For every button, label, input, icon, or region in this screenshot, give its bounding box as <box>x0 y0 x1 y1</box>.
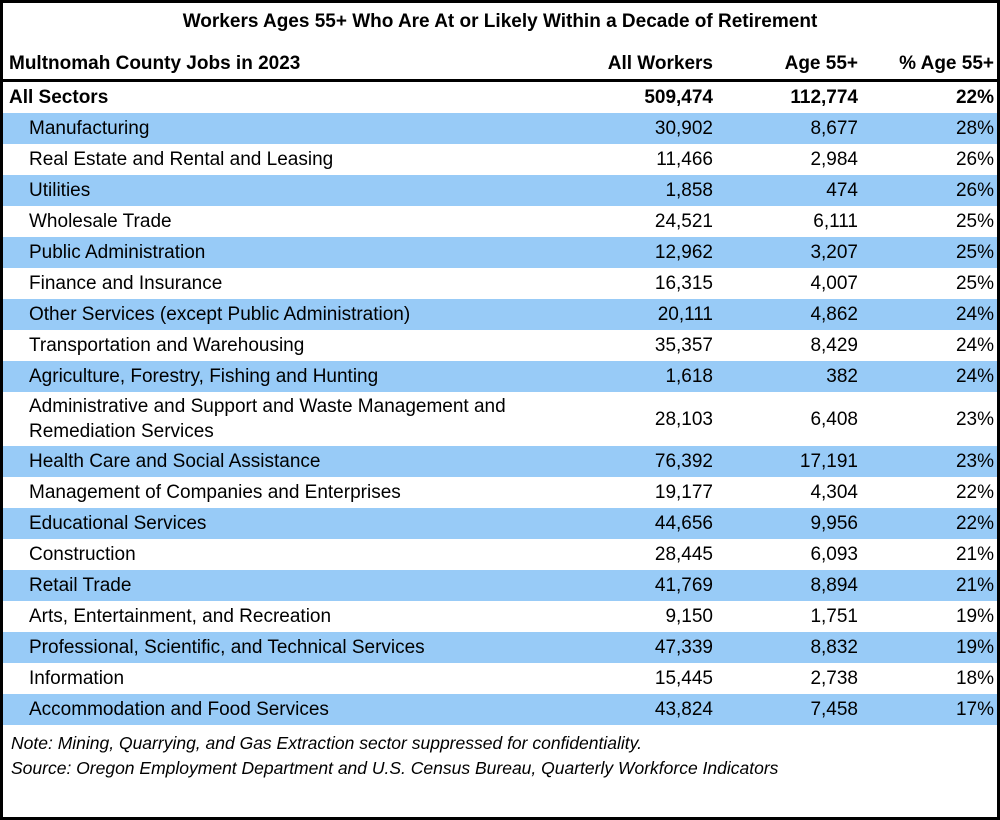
sector-name-cell <box>3 570 563 601</box>
total-row <box>3 81 997 114</box>
pct-age-55-cell: 22% <box>955 482 994 503</box>
total-pct-age-55: 22% <box>955 87 994 108</box>
sector-name: Other Services (except Public Administration) <box>29 304 411 325</box>
sector-name: Agriculture, Forestry, Fishing and Hunting <box>29 366 379 387</box>
total-name: All Sectors <box>9 87 109 108</box>
pct-age-55-cell: 26% <box>955 180 994 201</box>
note-line: Note: Mining, Quarrying, and Gas Extraction sector suppressed for confidentiality. <box>11 733 642 753</box>
header-sector: Multnomah County Jobs in 2023 <box>3 49 563 81</box>
pct-age-55-cell: 19% <box>955 606 994 627</box>
table-row <box>3 601 997 632</box>
table-row <box>3 113 997 144</box>
sector-name: Accommodation and Food Services <box>29 699 329 720</box>
table-row <box>3 206 997 237</box>
table-row <box>3 392 997 446</box>
sector-name-cell <box>3 477 563 508</box>
all-workers-cell: 1,858 <box>665 180 713 201</box>
pct-age-55-cell: 23% <box>955 451 994 472</box>
sector-name-cell <box>3 175 563 206</box>
sector-name: Public Administration <box>29 242 206 263</box>
table-row <box>3 570 997 601</box>
footnotes <box>3 731 997 781</box>
header-pct-age-55: % Age 55+ <box>858 49 997 81</box>
age-55-cell: 6,093 <box>810 544 858 565</box>
pct-age-55-cell: 25% <box>955 273 994 294</box>
all-workers-cell: 9,150 <box>665 606 713 627</box>
table-row <box>3 632 997 663</box>
table-header <box>3 49 997 81</box>
age-55-cell: 8,677 <box>810 118 858 139</box>
all-workers-cell: 44,656 <box>654 513 713 534</box>
table-row <box>3 144 997 175</box>
page-title: Workers Ages 55+ Who Are At or Likely Within a Decade of Retirement <box>182 11 818 32</box>
age-55-cell: 6,111 <box>813 211 858 232</box>
age-55-cell: 8,894 <box>810 575 858 596</box>
age-55-cell: 382 <box>826 366 858 387</box>
sector-name: Finance and Insurance <box>29 273 223 294</box>
workers-table <box>3 49 997 725</box>
age-55-cell: 7,458 <box>810 699 858 720</box>
sector-name: Management of Companies and Enterprises <box>29 482 401 503</box>
table-row <box>3 237 997 268</box>
table-row <box>3 663 997 694</box>
pct-age-55-cell: 24% <box>955 304 994 325</box>
table-row <box>3 175 997 206</box>
pct-age-55-cell: 25% <box>955 242 994 263</box>
sector-name: Utilities <box>29 180 91 201</box>
age-55-cell: 474 <box>826 180 858 201</box>
all-workers-cell: 76,392 <box>654 451 713 472</box>
table-body <box>3 81 997 726</box>
pct-age-55-cell: 23% <box>955 408 994 430</box>
sector-name: Administrative and Support and Waste Management and Remediation Services <box>29 396 506 442</box>
all-workers-cell: 35,357 <box>654 335 713 356</box>
pct-age-55-cell: 24% <box>955 366 994 387</box>
sector-name-cell <box>3 113 563 144</box>
all-workers-cell: 11,466 <box>656 149 713 170</box>
table-row <box>3 694 997 725</box>
age-55-cell: 9,956 <box>810 513 858 534</box>
pct-age-55-cell: 25% <box>955 211 994 232</box>
age-55-cell: 4,862 <box>810 304 858 325</box>
sector-name-cell <box>3 268 563 299</box>
all-workers-cell: 30,902 <box>654 118 713 139</box>
pct-age-55-cell: 21% <box>955 575 994 596</box>
sector-name-cell <box>3 392 563 446</box>
sector-name-cell <box>3 299 563 330</box>
all-workers-cell: 28,445 <box>654 544 713 565</box>
table-row <box>3 446 997 477</box>
sector-name: Information <box>29 668 125 689</box>
all-workers-cell: 28,103 <box>654 408 713 430</box>
header-age-55: Age 55+ <box>713 49 858 81</box>
sector-name-cell <box>3 144 563 175</box>
sector-name: Professional, Scientific, and Technical Services <box>29 637 425 658</box>
all-workers-cell: 20,111 <box>657 304 713 325</box>
age-55-cell: 4,007 <box>810 273 858 294</box>
table-row <box>3 268 997 299</box>
table-row <box>3 361 997 392</box>
age-55-cell: 8,832 <box>810 637 858 658</box>
sector-name-cell <box>3 694 563 725</box>
pct-age-55-cell: 21% <box>955 544 994 565</box>
pct-age-55-cell: 17% <box>955 699 994 720</box>
age-55-cell: 8,429 <box>810 335 858 356</box>
sector-name: Retail Trade <box>29 575 132 596</box>
age-55-cell: 2,984 <box>810 149 858 170</box>
age-55-cell: 6,408 <box>810 408 858 430</box>
all-workers-cell: 24,521 <box>654 211 713 232</box>
sector-name: Wholesale Trade <box>29 211 172 232</box>
sector-name: Health Care and Social Assistance <box>29 451 321 472</box>
sector-name: Transportation and Warehousing <box>29 335 305 356</box>
sector-name-cell <box>3 663 563 694</box>
table-row <box>3 539 997 570</box>
pct-age-55-cell: 26% <box>955 149 994 170</box>
age-55-cell: 1,751 <box>810 606 858 627</box>
total-all-workers: 509,474 <box>644 87 713 108</box>
source-line: Source: Oregon Employment Department and U.S. Census Bureau, Quarterly Workforce Indicators <box>11 758 779 778</box>
sector-name: Real Estate and Rental and Leasing <box>29 149 334 170</box>
table-row <box>3 477 997 508</box>
sector-name-cell <box>3 508 563 539</box>
total-age-55: 112,774 <box>790 87 858 108</box>
sector-name-cell <box>3 330 563 361</box>
sector-name-cell <box>3 237 563 268</box>
sector-name: Manufacturing <box>29 118 150 139</box>
all-workers-cell: 15,445 <box>654 668 713 689</box>
all-workers-cell: 16,315 <box>654 273 713 294</box>
all-workers-cell: 1,618 <box>665 366 713 387</box>
sector-name-cell <box>3 446 563 477</box>
sector-name: Arts, Entertainment, and Recreation <box>29 606 332 627</box>
all-workers-cell: 43,824 <box>654 699 713 720</box>
all-workers-cell: 19,177 <box>654 482 713 503</box>
pct-age-55-cell: 18% <box>955 668 994 689</box>
pct-age-55-cell: 22% <box>955 513 994 534</box>
table-row <box>3 330 997 361</box>
pct-age-55-cell: 19% <box>955 637 994 658</box>
sector-name-cell <box>3 206 563 237</box>
sector-name-cell <box>3 361 563 392</box>
sector-name: Educational Services <box>29 513 207 534</box>
age-55-cell: 3,207 <box>810 242 858 263</box>
sector-name-cell <box>3 601 563 632</box>
sector-name: Construction <box>29 544 136 565</box>
pct-age-55-cell: 28% <box>955 118 994 139</box>
header-all-workers: All Workers <box>563 49 713 81</box>
all-workers-cell: 41,769 <box>654 575 713 596</box>
age-55-cell: 4,304 <box>810 482 858 503</box>
header-row <box>3 49 997 81</box>
pct-age-55-cell: 24% <box>955 335 994 356</box>
table-row <box>3 299 997 330</box>
all-workers-cell: 47,339 <box>654 637 713 658</box>
table-row <box>3 508 997 539</box>
age-55-cell: 17,191 <box>799 451 858 472</box>
age-55-cell: 2,738 <box>810 668 858 689</box>
all-workers-cell: 12,962 <box>654 242 713 263</box>
sector-name-cell <box>3 632 563 663</box>
sector-name-cell <box>3 539 563 570</box>
